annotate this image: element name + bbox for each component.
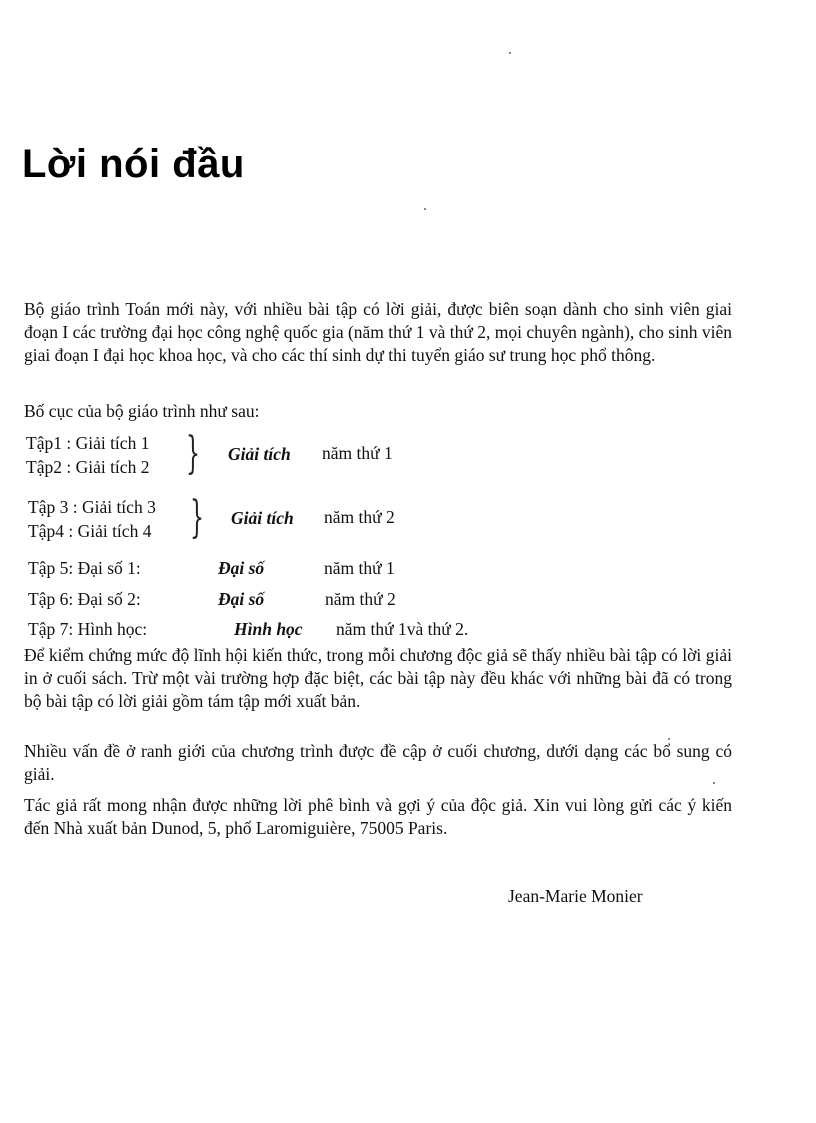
page-title: Lời nói đầu [22, 142, 245, 186]
volume-5-label: Tập 5: Đại số 1: [28, 558, 141, 578]
check-paragraph: Để kiểm chứng mức độ lĩnh hội kiến thức, trong mỗi chương độc giả sẽ thấy nhiều bài tập có lời giải in ở cuối sách. Trừ một vài trường hợp đặc biệt, các bài tập này đều khác với những bài đã có trong bộ bài tập có lời giải gồm tám tập mới xuất bản. [24, 645, 732, 711]
volume-group-2-subject: Giải tích [231, 508, 294, 528]
boundary-paragraph: Nhiều vấn đề ở ranh giới của chương trình được đề cập ở cuối chương, dưới dạng các bổ sung có giải. [24, 741, 732, 784]
structure-intro: Bố cục của bộ giáo trình như sau: [24, 401, 260, 421]
volume-group-1-subject: Giải tích [228, 444, 291, 464]
volume-group-2 [26, 492, 526, 544]
volume-6-label: Tập 6: Đại số 2: [28, 589, 141, 609]
volume-5-row [26, 557, 526, 581]
curly-brace-icon: } [190, 492, 204, 543]
volume-2-label: Tập2 : Giải tích 2 [26, 457, 150, 477]
scan-speck [509, 52, 511, 54]
volume-1-label: Tập1 : Giải tích 1 [26, 433, 150, 453]
volume-5-subject: Đại số [218, 558, 265, 578]
volume-6-subject: Đại số [218, 589, 265, 609]
volume-5-year: năm thứ 1 [324, 558, 395, 578]
volume-6-row [26, 588, 526, 612]
volume-group-2-year: năm thứ 2 [324, 507, 395, 527]
volume-7-year: năm thứ 1và thứ 2. [336, 619, 469, 639]
volume-group-1 [26, 428, 526, 480]
scan-speck [668, 738, 670, 740]
author-signature: Jean-Marie Monier [508, 886, 643, 906]
volume-3-label: Tập 3 : Giải tích 3 [28, 497, 156, 517]
volume-7-label: Tập 7: Hình học: [28, 619, 148, 639]
volume-group-1-year: năm thứ 1 [322, 443, 393, 463]
volume-7-subject: Hình học [234, 619, 303, 639]
feedback-paragraph: Tác giả rất mong nhận được những lời phê bình và gợi ý của độc giả. Xin vui lòng gửi các ý kiến đến Nhà xuất bản Dunod, 5, phố Laromiguière, 75005 Paris. [24, 795, 732, 838]
volume-4-label: Tập4 : Giải tích 4 [28, 521, 152, 541]
volume-7-row [26, 618, 566, 642]
curly-brace-icon: } [186, 428, 200, 479]
intro-paragraph: Bộ giáo trình Toán mới này, với nhiều bài tập có lời giải, được biên soạn dành cho sinh viên giai đoạn I các trường đại học công nghệ quốc gia (năm thứ 1 và thứ 2, mọi chuyên ngành), cho sinh viên giai đoạn I đại học khoa học, và cho các thí sinh dự thi tuyển giáo sư trung học phổ thông. [24, 299, 732, 365]
scan-speck [713, 782, 715, 784]
scan-speck [424, 208, 426, 210]
volume-6-year: năm thứ 2 [325, 589, 396, 609]
